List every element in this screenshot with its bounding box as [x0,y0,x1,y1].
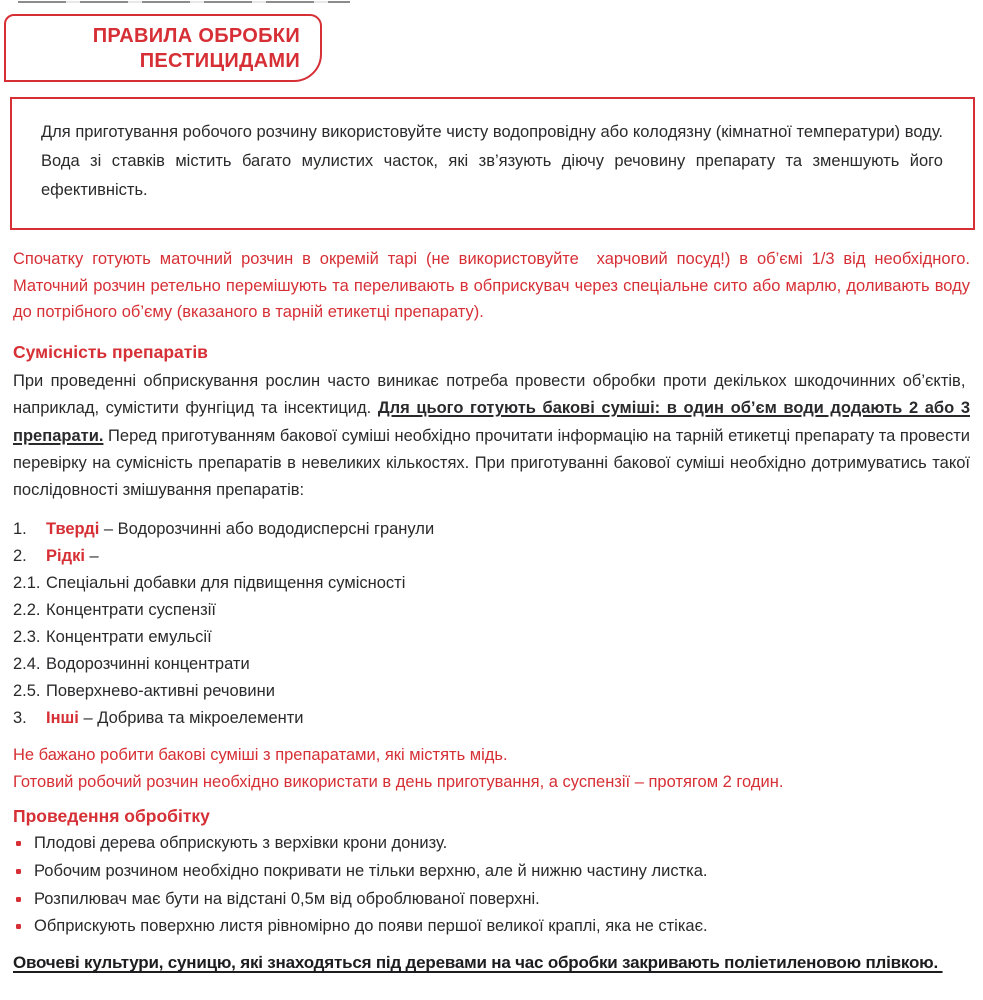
bullet-dot-icon [16,897,21,902]
list-item-content [46,597,216,624]
document-body [13,97,970,977]
list-item-number: 1. [13,520,27,538]
list-item [13,913,970,941]
list-item-text: Водорозчинні концентрати [46,655,250,673]
list-item [13,858,970,886]
list-item-number: 2.4. [13,655,41,673]
compatibility-paragraph [13,368,970,514]
badge-title-line2: ПЕСТИЦИДАМИ [139,50,300,72]
list-item-content [46,516,434,543]
bullet-dot-icon [16,924,21,929]
footer-note-text: Овочеві культури, суницю, які знаходяться під деревами на час обробки закривають поліетиленовою плівкою. [13,953,943,973]
list-item-content [46,624,212,651]
list-item [13,830,970,858]
list-item-text: – Водорозчинні або вододисперсні гранули [99,520,435,538]
list-item [13,516,970,543]
compatibility-heading: Сумісність препаратів [13,342,208,362]
list-item-text: Концентрати емульсії [46,628,212,646]
list-item-number: 2. [13,547,27,565]
compatibility-run-3: Перед приготуванням бакової суміші необхідно прочитати інформацію на тарній етикетці препарату та провести перевірку на сумісність препаратів в невеликих кількостях. При приготуванні бакової суміші необхідно дотримуватись такої послідовності змішування препаратів: [13,426,970,500]
treatment-bullet-list [13,830,970,941]
list-item-text: Спеціальні добавки для підвищення сумісності [46,574,406,592]
list-item [13,624,970,651]
bullet-text: Розпилювач має бути на відстані 0,5м від оброблюваної поверхні. [34,889,540,908]
pesticide-rules-badge [4,14,322,82]
list-item-content [46,570,405,597]
badge-title-line1: ПРАВИЛА ОБРОБКИ [92,25,300,47]
list-item-content [46,543,99,570]
list-item [13,886,970,914]
list-item-text: Поверхнево-активні речовини [46,682,275,700]
list-item-text: – Добрива та мікроелементи [78,709,304,727]
list-item [13,678,970,705]
compatibility-run-1: При проведенні обприскування рослин часто виникає потреба провести обробки проти декількох шкодочинних об’єктів, наприклад, сумістити фунгіцид та інсектицид. [13,372,970,418]
list-item-content [46,705,304,732]
list-item-term: Рідкі [46,547,85,565]
compatibility-run-tank-mix: Для цього готують бакові суміші: в один об’єм води додають 2 або 3 препарати. [13,399,970,445]
top-cut-line [18,1,350,3]
list-item-content [46,678,275,705]
list-item-number: 2.5. [13,682,41,700]
stock-solution-paragraph: Спочатку готують маточний розчин в окремій тарі (не використовуйте харчовий посуд!) в об’ємі 1/3 від необхідного. Маточний розчин ретельно перемішують та переливають в обприскувач через спеціальне сито або марлю, доливають воду до потрібного об’єму (вказаного в тарній етикетці препарату). [13,250,970,321]
list-item [13,543,970,570]
list-item-content [46,651,250,678]
list-item-number: 3. [13,709,27,727]
water-info-box [10,97,975,230]
mixing-order-list [13,516,970,732]
bullet-text: Плодові дерева обприскують з верхівки крони донизу. [34,834,448,852]
warning-notes [13,742,970,796]
bullet-dot-icon [16,869,21,874]
bullet-text: Робочим розчином необхідно покривати не тільки верхню, але й нижню частину листка. [34,861,708,880]
list-item-number: 2.2. [13,601,41,619]
list-item-text: Концентрати суспензії [46,601,216,619]
note-use-same-day: Готовий робочий розчин необхідно використати в день приготування, а суспензії – протягом 2 годин. [13,773,784,791]
list-item [13,597,970,624]
water-info-text: Для приготування робочого розчину використовуйте чисту водопровідну або колодязну (кімнатної температури) воду. Вода зі ставків містить багато мулистих часток, які зв’язують діючу речовину препарату та зменшують його ефективність. [41,123,943,199]
footer-note [13,949,970,977]
list-item [13,705,970,732]
bullet-dot-icon [16,841,21,846]
list-item-term: Тверді [46,520,100,538]
treatment-heading: Проведення обробітку [13,806,210,826]
list-item [13,651,970,678]
list-item-text: – [84,547,99,565]
note-copper-mixtures: Не бажано робити бакові суміші з препаратами, які містять мідь. [13,746,508,764]
list-item-term: Інші [46,709,79,727]
list-item-number: 2.1. [13,574,41,592]
bullet-text: Обприскують поверхню листя рівномірно до появи першої великої краплі, яка не стікає. [34,917,708,936]
list-item-number: 2.3. [13,628,41,646]
list-item [13,570,970,597]
